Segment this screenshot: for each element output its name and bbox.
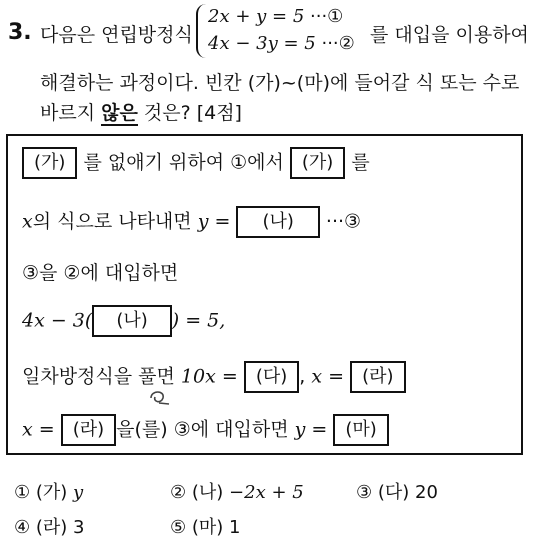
row-5-expr-2: x = [311,365,345,388]
question-intro-tail: 를 대입을 이용하여 [370,24,529,46]
equation-1 [208,6,343,27]
option-2-num: ② [170,482,187,503]
option-3[interactable] [356,478,438,504]
option-3-num: ③ [356,482,373,503]
row-6-lhs: x = [22,418,55,441]
option-4-num: ④ [14,517,31,538]
option-3-label: (다) [377,482,410,503]
question-line-3 [40,98,242,125]
equation-1-body: 2x + y = 5 [208,6,305,27]
system-brace [196,4,208,58]
blank-ga-2: (가) [290,147,345,179]
option-5[interactable] [170,513,241,539]
blank-ra-2: (라) [61,414,116,446]
blank-da: (다) [244,361,299,393]
box-row-6 [22,414,389,446]
question-line-3-suffix: 것은? [4점] [137,102,242,124]
solution-process-box [6,134,523,455]
row-2-mark: ···③ [325,210,362,233]
question-line-2: 해결하는 과정이다. 빈칸 (가)~(마)에 들어갈 식 또는 수로 [40,72,520,94]
row-6-text: 을(를) ③에 대입하면 [116,418,289,441]
blank-na-1: (나) [236,206,319,238]
option-4-label: (라) [35,517,68,538]
row-5-expr-1: 10x = [180,365,238,388]
option-2-label: (나) [191,482,224,503]
option-4[interactable] [14,513,85,539]
option-2-value: −2x + 5 [229,482,304,503]
option-1-label: (가) [35,482,68,503]
box-row-3: ③을 ②에 대입하면 [22,262,179,284]
question-emphasis-not: 않은 [101,102,138,124]
option-5-num: ⑤ [170,517,187,538]
question-number: 3. [8,20,32,45]
row-2-text: 의 식으로 나타내면 [32,210,192,233]
option-1-value: y [73,482,84,503]
equation-2 [208,33,355,54]
option-5-value: 1 [229,517,241,538]
option-4-value: 3 [73,517,85,538]
equation-1-mark: ···① [310,6,344,27]
question-intro: 다음은 연립방정식 [40,24,193,46]
equation-2-body: 4x − 3y = 5 [208,33,316,54]
row-4-rhs: ) = 5, [171,309,226,332]
box-row-4 [22,305,225,337]
pencil-scribble-mark [147,388,173,408]
row-1-tail: 를 [351,151,370,174]
question-line-3-prefix: 바르지 [40,102,102,124]
blank-ma: (마) [333,414,388,446]
row-1-text: 를 없애기 위하여 ①에서 [83,151,284,174]
option-1-num: ① [14,482,31,503]
row-6-expr: y = [294,418,328,441]
row-2-var: x [22,210,33,233]
option-3-value: 20 [415,482,438,503]
box-row-5 [22,361,406,393]
equation-2-mark: ···② [321,33,355,54]
box-row-1 [22,147,370,179]
blank-na-2: (나) [92,305,171,337]
row-4-lhs: 4x − 3( [22,309,93,332]
row-2-lhs: y = [197,210,231,233]
blank-ga-1: (가) [22,147,77,179]
row-5-text: 일차방정식을 풀면 [22,365,175,388]
option-1[interactable] [14,478,83,504]
row-5-sep: , [299,365,306,388]
box-row-2 [22,206,361,238]
option-2[interactable] [170,478,304,504]
blank-ra-1: (라) [350,361,405,393]
option-5-label: (마) [191,517,224,538]
